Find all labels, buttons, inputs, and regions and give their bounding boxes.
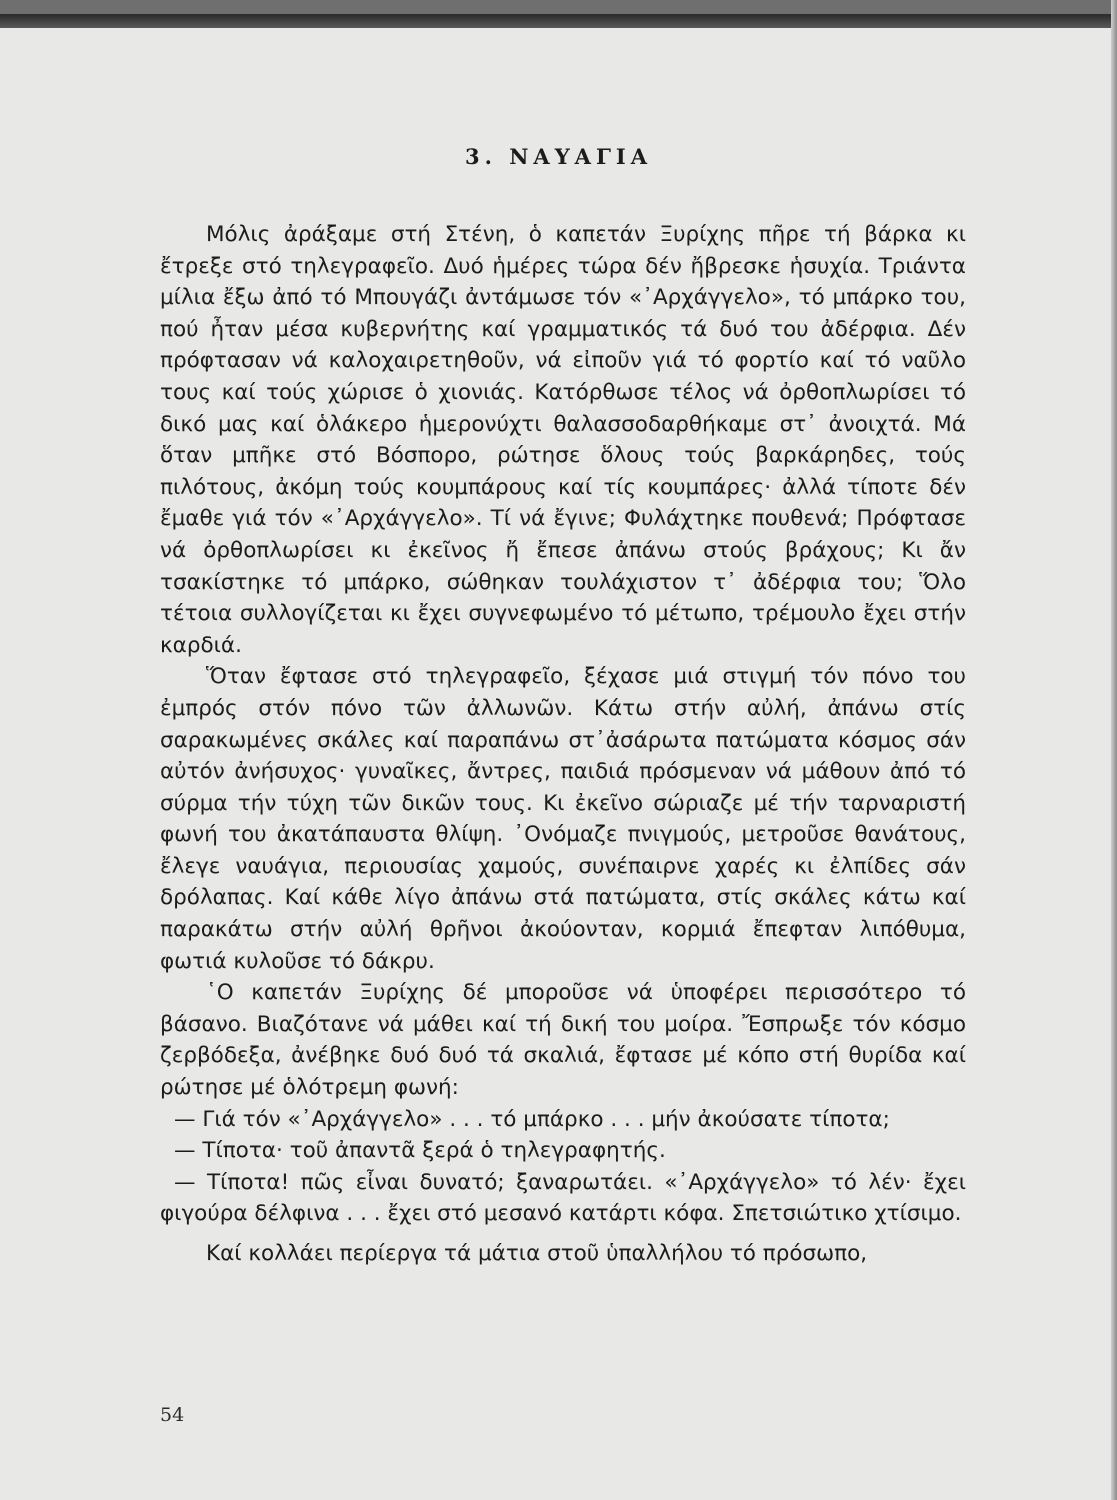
paragraph: ῾Ο καπετάν Ξυρίχης δέ μποροῦσε νά ὑποφέρει περισσότερο τό βάσανο. Βιαζότανε νά μάθει καί τή δική του μοίρα. Ἔσπρωξε τόν κόσμο ζερβόδεξα, ἀνέβηκε δυό δυό τά σκαλιά, ἔφτασε μέ κόπο στή θυρίδα καί ρώτησε μέ ὁλότρεμη φωνή: (160, 980, 966, 1101)
dialogue-line: — Τίποτα! πῶς εἶναι δυνατό; ξαναρωτάει. «᾽Αρχάγγελο» τό λέν· ἔχει φιγούρα δέλφινα . . . ἔχει στό μεσανό κατάρτι κόφα. Σπετσιώτικο χτίσιμο. (160, 1169, 966, 1227)
book-page (0, 14, 1117, 1500)
paragraph: Μόλις ἀράξαμε στή Στένη, ὁ καπετάν Ξυρίχης πῆρε τή βάρκα κι ἔτρεξε στό τηλεγραφεῖο. Δυό ἡμέρες τώρα δέν ἤβρεσκε ἡσυχία. Τριάντα μίλια ἔξω ἀπό τό Μπουγάζι ἀντάμωσε τόν «᾽Αρχάγγελο», τό μπάρκο του, πού ἦταν μέσα κυβερνήτης καί γραμματικός τά δυό του ἀδέρφια. Δέν πρόφτασαν νά καλοχαιρετηθοῦν, νά εἰποῦν γιά τό φορτίο καί τό ναῦλο τους καί τούς χώρισε ὁ χιονιάς. Κατόρθωσε τέλος νά ὀρθοπλωρίσει τό δικό μας καί ὁλάκερο ἡμερονύχτι θαλασσοδαρθήκαμε στ᾽ ἀνοιχτά. Μά ὅταν μπῆκε στό Βόσπορο, ρώτησε ὅλους τούς βαρκάρηδες, τούς πιλότους, ἀκόμη τούς κουμπάρους καί τίς κουμπάρες· ἀλλά τίποτε δέν ἔμαθε γιά τόν «᾽Αρχάγγελο». Τί νά ἔγινε; Φυλάχτηκε πουθενά; Πρόφτασε νά ὀρθοπλωρίσει κι ἐκεῖνος ἤ ἔπεσε ἀπάνω στούς βράχους; Κι ἄν τσακίστηκε τό μπάρκο, σώθηκαν τουλάχιστον τ᾽ ἀδέρφια του; Ὅλο τέτοια συλλογίζεται κι ἔχει συγνεφωμένο τό μέτωπο, τρέμουλο ἔχει στήν καρδιά. (160, 222, 966, 658)
dialogue-line: — Γιά τόν «᾽Αρχάγγελο» . . . τό μπάρκο . . . μήν ἀκούσατε τίποτα; (174, 1106, 890, 1132)
chapter-title: 3. ΝΑΥΑΓΙΑ (464, 144, 653, 169)
paragraph: Ὅταν ἔφτασε στό τηλεγραφεῖο, ξέχασε μιά στιγμή τόν πόνο του ἐμπρός στόν πόνο τῶν ἀλλωνῶν. Κάτω στήν αὐλή, ἀπάνω στίς σαρακωμένες σκάλες καί παραπάνω στ᾽ἀσάρωτα πατώματα κόσμος σάν αὐτόν ἀνήσυχος· γυναῖκες, ἄντρες, παιδιά πρόσμεναν νά μάθουν ἀπό τό σύρμα τήν τύχη τῶν δικῶν τους. Κι ἐκεῖνο σώριαζε μέ τήν ταρναριστή φωνή του ἀκατάπαυστα θλίψη. ᾽Ονόμαζε πνιγμούς, μετροῦσε θανάτους, ἔλεγε ναυάγια, περιουσίας χαμούς, συνέπαιρνε χαρές κι ἐλπίδες σάν δρόλαπας. Καί κάθε λίγο ἀπάνω στά πατώματα, στίς σκάλες κάτω καί παρακάτω στήν αὐλή θρῆνοι ἀκούονταν, κορμιά ἔπεφταν λιπόθυμα, φωτιά κυλοῦσε τό δάκρυ. (160, 664, 966, 974)
scan-top-edge (0, 14, 1117, 28)
body-text (160, 219, 966, 1270)
paragraph: Καί κολλάει περίεργα τά μάτια στοῦ ὑπαλλήλου τό πρόσωπο, (206, 1241, 868, 1266)
scan-right-edge (1111, 0, 1117, 1500)
page-number: 54 (160, 1404, 185, 1426)
dialogue-line: — Τίποτα· τοῦ ἀπαντᾶ ξερά ὁ τηλεγραφητής. (174, 1138, 666, 1164)
